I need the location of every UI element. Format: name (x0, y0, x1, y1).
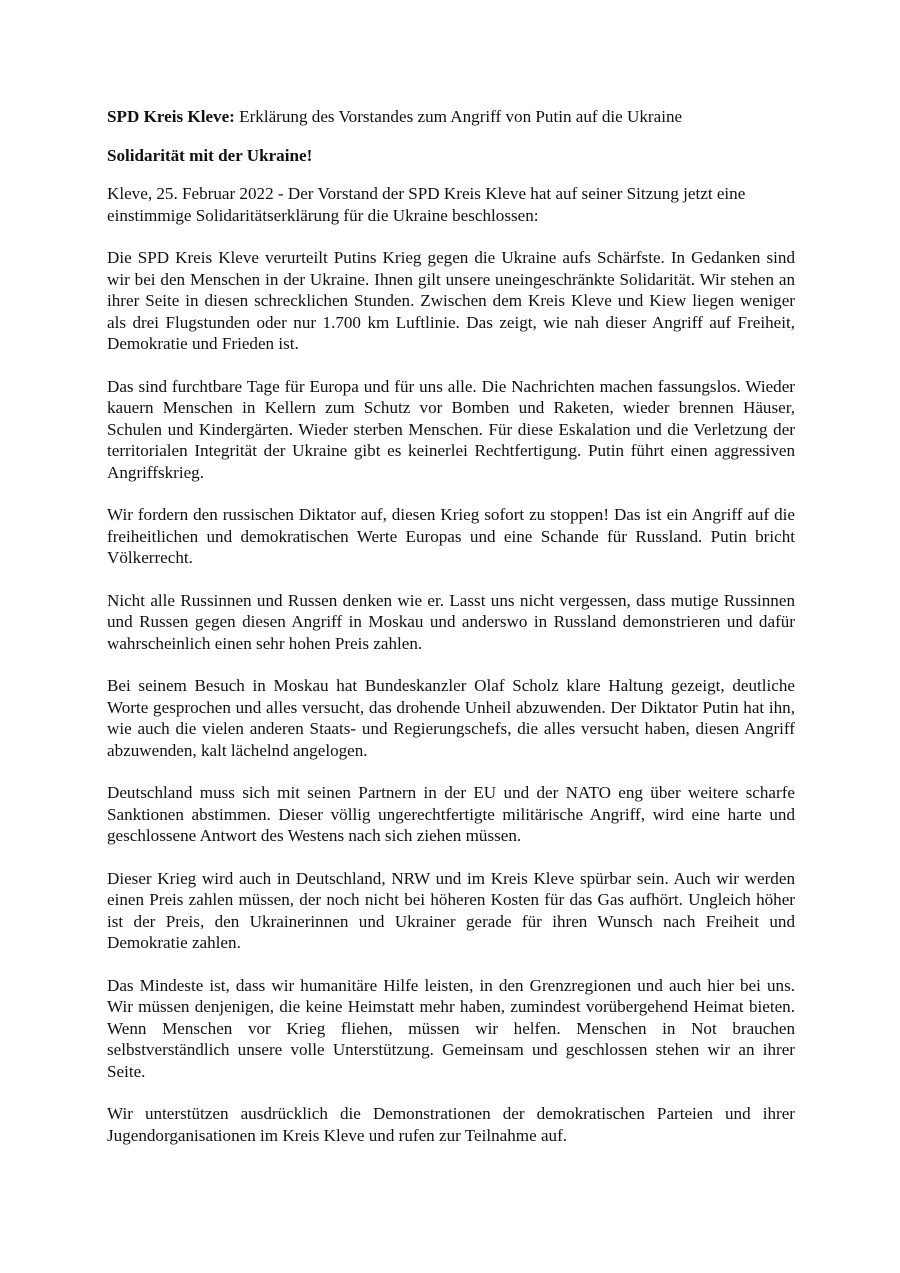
paragraph: Das Mindeste ist, dass wir humanitäre Hilfe leisten, in den Grenzregionen und auch hier bei uns. Wir müssen denjenigen, die keine Heimstatt mehr haben, zumindest vorübergehend Heimat bieten. Wenn Menschen vor Krieg fliehen, müssen wir helfen. Menschen in Not brauchen selbstverständlich unsere volle Unterstützung. Gemeinsam und geschlossen stehen wir an ihrer Seite. (107, 975, 795, 1081)
paragraph: Bei seinem Besuch in Moskau hat Bundeskanzler Olaf Scholz klare Haltung gezeigt, deutliche Worte gesprochen und alles versucht, das drohende Unheil abzuwenden. Der Diktator Putin hat ihn, wie auch die vielen anderen Staats- und Regierungschefs, die alles versucht haben, diesen Angriff abzuwenden, kalt lächelnd angelogen. (107, 676, 795, 760)
paragraph: Dieser Krieg wird auch in Deutschland, NRW und im Kreis Kleve spürbar sein. Auch wir werden einen Preis zahlen müssen, der noch nicht bei höheren Kosten für das Gas aufhört. Ungleich höher ist der Preis, den Ukrainerinnen und Ukrainer gerade für ihren Wunsch nach Freiheit und Demokratie zahlen. (107, 868, 795, 952)
paragraph-intro: Kleve, 25. Februar 2022 - Der Vorstand der SPD Kreis Kleve hat auf seiner Sitzung jetzt eine einstimmige Solidaritätserklärung für die Ukraine beschlossen: (107, 184, 746, 225)
paragraph: Deutschland muss sich mit seinen Partnern in der EU und der NATO eng über weitere scharfe Sanktionen abstimmen. Dieser völlig ungerechtfertigte militärische Angriff, wird eine harte und geschlossene Antwort des Westens nach sich ziehen müssen. (107, 783, 795, 845)
paragraph: Wir unterstützen ausdrücklich die Demonstrationen der demokratischen Parteien und ihrer Jugendorganisationen im Kreis Kleve und rufen zur Teilnahme auf. (107, 1104, 795, 1145)
paragraph: Wir fordern den russischen Diktator auf, diesen Krieg sofort zu stoppen! Das ist ein Angriff auf die freiheitlichen und demokratischen Werte Europas und eine Schande für Russland. Putin bricht Völkerrecht. (107, 505, 795, 567)
paragraph: Nicht alle Russinnen und Russen denken wie er. Lasst uns nicht vergessen, dass mutige Russinnen und Russen gegen diesen Angriff in Moskau und anderswo in Russland demonstrieren und dafür wahrscheinlich einen sehr hohen Preis zahlen. (107, 590, 795, 653)
document-subtitle: Solidarität mit der Ukraine! (107, 145, 313, 165)
document-heading (107, 106, 795, 128)
heading-organization: SPD Kreis Kleve: (107, 107, 235, 126)
document-page (107, 106, 795, 1167)
paragraph: Die SPD Kreis Kleve verurteilt Putins Krieg gegen die Ukraine aufs Schärfste. In Gedanken sind wir bei den Menschen in der Ukraine. Ihnen gilt unsere uneingeschränkte Solidarität. Wir stehen an ihrer Seite in diesen schrecklichen Stunden. Zwischen dem Kreis Kleve und Kiew liegen weniger als drei Flugstunden oder nur 1.700 km Luftlinie. Das zeigt, wie nah dieser Angriff auf Freiheit, Demokratie und Frieden ist. (107, 248, 795, 353)
heading-text: Erklärung des Vorstandes zum Angriff von Putin auf die Ukraine (234, 107, 683, 126)
paragraph: Das sind furchtbare Tage für Europa und für uns alle. Die Nachrichten machen fassungslos. Wieder kauern Menschen in Kellern zum Schutz vor Bomben und Raketen, wieder brennen Häuser, Schulen und Kindergärten. Wieder sterben Menschen. Für diese Eskalation und die Verletzung der territorialen Integrität der Ukraine gibt es keinerlei Rechtfertigung. Putin führt einen aggressiven Angriffskrieg. (107, 376, 795, 482)
